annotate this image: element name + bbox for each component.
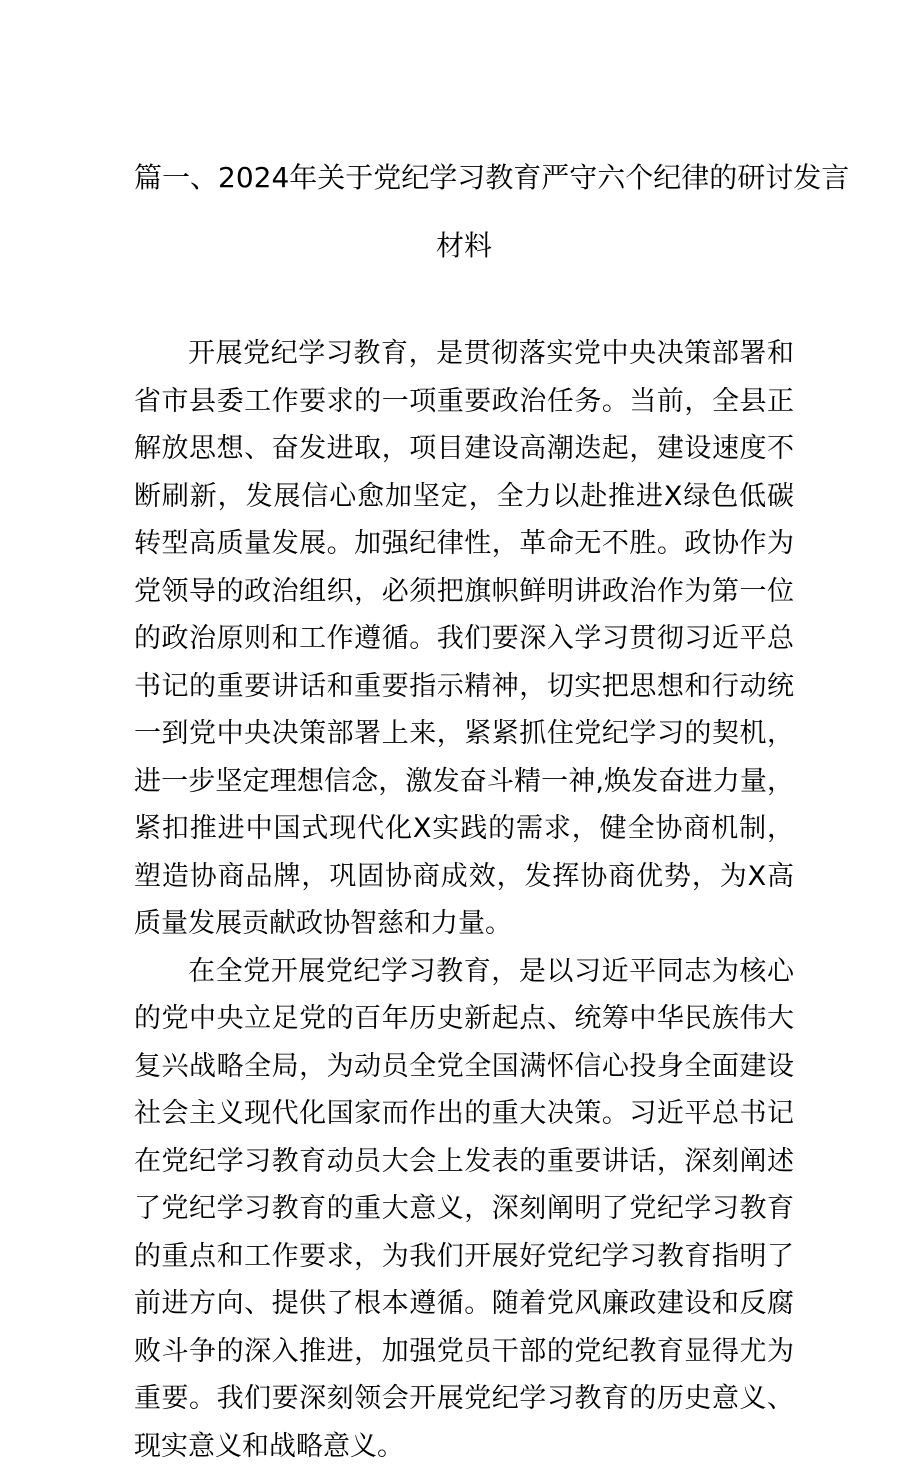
document-body [134,330,794,1470]
document-title-continuation: 材料 [134,228,794,264]
body-paragraph-2: 在全党开展党纪学习教育，是以习近平同志为核心的党中央立足党的百年历史新起点、统筹中华民族伟大复兴战略全局，为动员全党全国满怀信心投身全面建设社会主义现代化国家而作出的重大决策。习近平总书记在党纪学习教育动员大会上发表的重要讲话，深刻阐述了党纪学习教育的重大意义，深刻阐明了党纪学习教育的重点和工作要求，为我们开展好党纪学习教育指明了前进方向、提供了根本遵循。随着党风廉政建设和反腐败斗争的深入推进，加强党员干部的党纪教育显得尤为重要。我们要深刻领会开展党纪学习教育的历史意义、现实意义和战略意义。 [134,948,794,1470]
document-title: 篇一、2024年关于党纪学习教育严守六个纪律的研讨发言 [134,160,794,196]
body-paragraph-1: 开展党纪学习教育，是贯彻落实党中央决策部署和省市县委工作要求的一项重要政治任务。当前，全县正解放思想、奋发进取，项目建设高潮迭起，建设速度不断刷新，发展信心愈加坚定，全力以赴推进X绿色低碳转型高质量发展。加强纪律性，革命无不胜。政协作为党领导的政治组织，必须把旗帜鲜明讲政治作为第一位的政治原则和工作遵循。我们要深入学习贯彻习近平总书记的重要讲话和重要指示精神，切实把思想和行动统一到党中央决策部署上来，紧紧抓住党纪学习的契机，进一步坚定理想信念，激发奋斗精一神,焕发奋进力量，紧扣推进中国式现代化X实践的需求，健全协商机制，塑造协商品牌，巩固协商成效，发挥协商优势，为X高质量发展贡献政协智慈和力量。 [134,330,794,948]
